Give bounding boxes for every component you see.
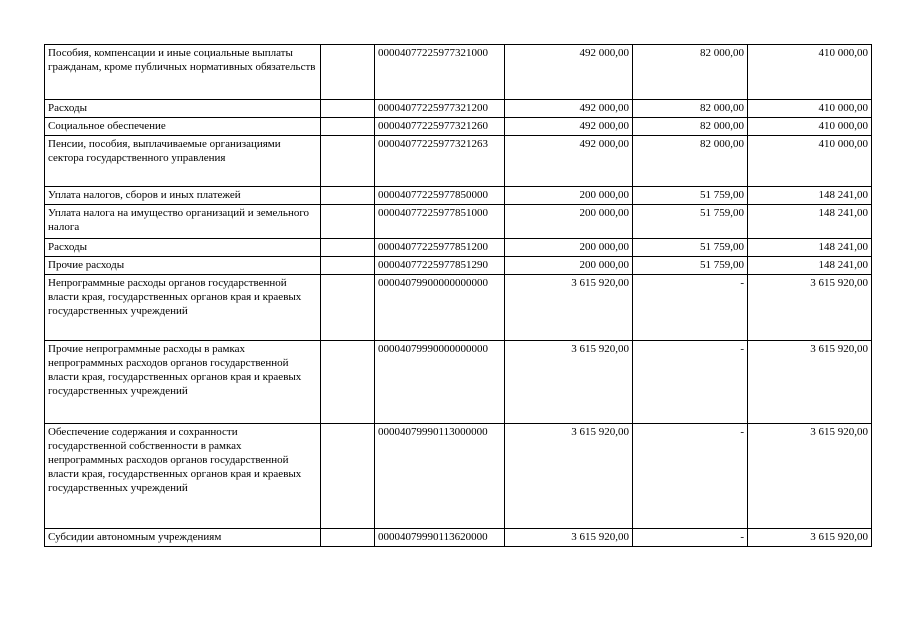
row-executed-cell: - xyxy=(633,424,748,529)
row-remainder-cell: 410 000,00 xyxy=(748,100,872,118)
row-approved-cell: 200 000,00 xyxy=(505,239,633,257)
table-row xyxy=(45,136,872,187)
row-code-cell: 00004077225977321260 xyxy=(375,118,505,136)
row-name-cell: Расходы xyxy=(45,239,321,257)
row-code-cell: 00004079990113000000 xyxy=(375,424,505,529)
row-remainder-cell: 3 615 920,00 xyxy=(748,275,872,341)
row-remainder-cell: 410 000,00 xyxy=(748,45,872,100)
row-remainder-cell: 3 615 920,00 xyxy=(748,424,872,529)
row-approved-cell: 3 615 920,00 xyxy=(505,529,633,547)
row-name-cell: Непрограммные расходы органов государственной власти края, государственных органов края и краевых государственных учреждений xyxy=(45,275,321,341)
table-row xyxy=(45,341,872,424)
row-executed-cell: 82 000,00 xyxy=(633,136,748,187)
row-remainder-cell: 3 615 920,00 xyxy=(748,341,872,424)
row-executed-cell: 82 000,00 xyxy=(633,118,748,136)
row-approved-cell: 200 000,00 xyxy=(505,257,633,275)
row-executed-cell: 82 000,00 xyxy=(633,100,748,118)
row-name-cell: Уплата налогов, сборов и иных платежей xyxy=(45,187,321,205)
row-remainder-cell: 3 615 920,00 xyxy=(748,529,872,547)
table-row xyxy=(45,118,872,136)
row-executed-cell: 51 759,00 xyxy=(633,187,748,205)
row-name-cell: Уплата налога на имущество организаций и земельного налога xyxy=(45,205,321,239)
row-name-cell: Прочие непрограммные расходы в рамках непрограммных расходов органов государственной власти края, государственных органов края и краевых государственных учреждений xyxy=(45,341,321,424)
row-remainder-cell: 410 000,00 xyxy=(748,118,872,136)
row-remainder-cell: 148 241,00 xyxy=(748,205,872,239)
table-row xyxy=(45,275,872,341)
table-row xyxy=(45,100,872,118)
table-row xyxy=(45,239,872,257)
row-name-cell: Социальное обеспечение xyxy=(45,118,321,136)
table-row xyxy=(45,45,872,100)
row-approved-cell: 492 000,00 xyxy=(505,118,633,136)
row-executed-cell: - xyxy=(633,275,748,341)
row-remainder-cell: 410 000,00 xyxy=(748,136,872,187)
row-approved-cell: 3 615 920,00 xyxy=(505,424,633,529)
row-blank-cell xyxy=(321,239,375,257)
row-name-cell: Пособия, компенсации и иные социальные выплаты гражданам, кроме публичных нормативных обязательств xyxy=(45,45,321,100)
table-row xyxy=(45,529,872,547)
row-approved-cell: 200 000,00 xyxy=(505,187,633,205)
row-blank-cell xyxy=(321,118,375,136)
row-executed-cell: 82 000,00 xyxy=(633,45,748,100)
row-code-cell: 00004077225977851200 xyxy=(375,239,505,257)
table-row xyxy=(45,205,872,239)
table-row xyxy=(45,424,872,529)
row-executed-cell: 51 759,00 xyxy=(633,257,748,275)
row-executed-cell: - xyxy=(633,529,748,547)
row-executed-cell: - xyxy=(633,341,748,424)
row-code-cell: 00004079900000000000 xyxy=(375,275,505,341)
table-row xyxy=(45,257,872,275)
row-code-cell: 00004079990113620000 xyxy=(375,529,505,547)
row-approved-cell: 492 000,00 xyxy=(505,100,633,118)
row-approved-cell: 492 000,00 xyxy=(505,136,633,187)
row-blank-cell xyxy=(321,257,375,275)
row-approved-cell: 3 615 920,00 xyxy=(505,341,633,424)
row-blank-cell xyxy=(321,187,375,205)
row-blank-cell xyxy=(321,341,375,424)
row-code-cell: 00004077225977850000 xyxy=(375,187,505,205)
row-approved-cell: 492 000,00 xyxy=(505,45,633,100)
budget-execution-table xyxy=(44,44,872,547)
row-approved-cell: 3 615 920,00 xyxy=(505,275,633,341)
row-code-cell: 00004077225977321000 xyxy=(375,45,505,100)
row-remainder-cell: 148 241,00 xyxy=(748,257,872,275)
table-body xyxy=(45,45,872,547)
row-blank-cell xyxy=(321,424,375,529)
row-blank-cell xyxy=(321,529,375,547)
row-code-cell: 00004077225977321200 xyxy=(375,100,505,118)
row-code-cell: 00004077225977321263 xyxy=(375,136,505,187)
row-executed-cell: 51 759,00 xyxy=(633,239,748,257)
row-blank-cell xyxy=(321,205,375,239)
row-name-cell: Расходы xyxy=(45,100,321,118)
row-code-cell: 00004077225977851290 xyxy=(375,257,505,275)
row-blank-cell xyxy=(321,100,375,118)
row-name-cell: Пенсии, пособия, выплачиваемые организациями сектора государственного управления xyxy=(45,136,321,187)
row-code-cell: 00004079990000000000 xyxy=(375,341,505,424)
row-name-cell: Субсидии автономным учреждениям xyxy=(45,529,321,547)
row-remainder-cell: 148 241,00 xyxy=(748,239,872,257)
row-code-cell: 00004077225977851000 xyxy=(375,205,505,239)
row-executed-cell: 51 759,00 xyxy=(633,205,748,239)
row-name-cell: Прочие расходы xyxy=(45,257,321,275)
table-row xyxy=(45,187,872,205)
row-approved-cell: 200 000,00 xyxy=(505,205,633,239)
row-blank-cell xyxy=(321,45,375,100)
row-blank-cell xyxy=(321,275,375,341)
row-remainder-cell: 148 241,00 xyxy=(748,187,872,205)
row-name-cell: Обеспечение содержания и сохранности государственной собственности в рамках непрограммных расходов органов государственной власти края, государственных органов края и краевых государственных учреждений xyxy=(45,424,321,529)
row-blank-cell xyxy=(321,136,375,187)
